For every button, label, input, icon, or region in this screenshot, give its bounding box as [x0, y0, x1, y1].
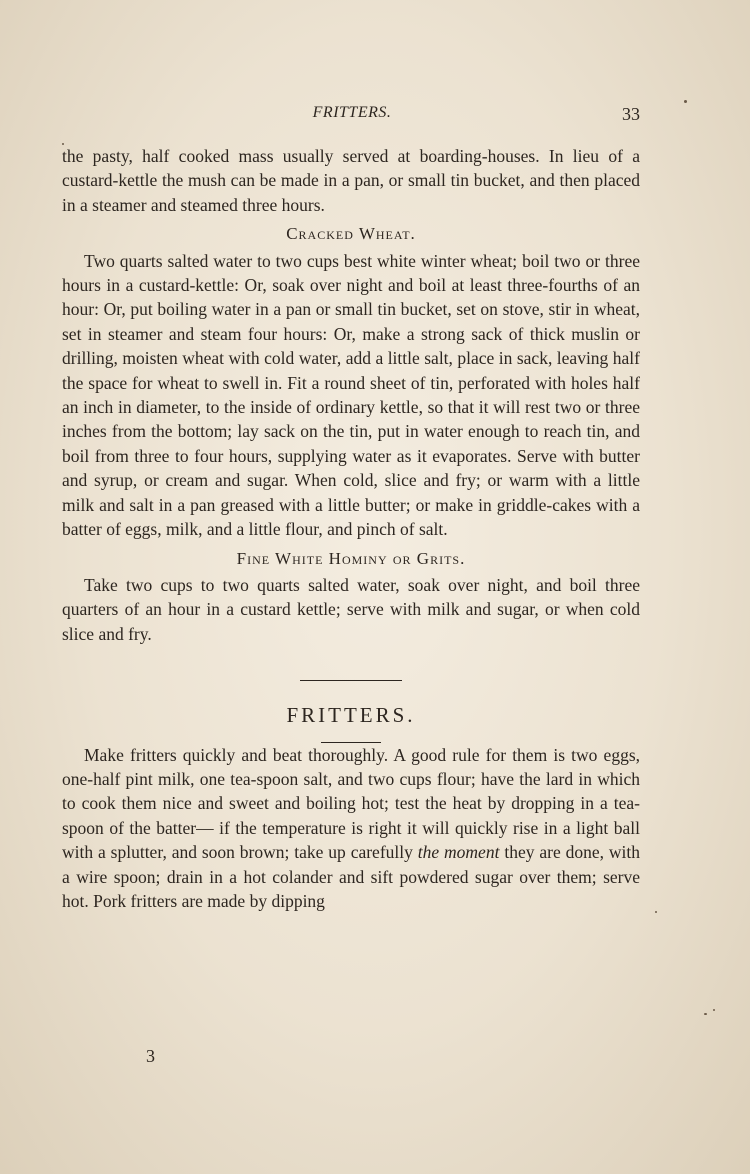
running-head: FRITTERS.	[312, 104, 392, 121]
body-text	[62, 144, 640, 913]
signature-mark: 3	[146, 1046, 155, 1066]
page-header	[62, 104, 642, 128]
paper-speck	[713, 1009, 715, 1011]
paper-speck	[655, 911, 657, 913]
paper-speck	[62, 143, 64, 145]
hominy-heading: Fine White Hominy or Grits.	[236, 548, 466, 568]
fritters-section-title: FRITTERS.	[286, 703, 416, 728]
paragraph-fritters	[62, 743, 640, 914]
paragraph-continuation: the pasty, half cooked mass usually served at boarding-houses. In lieu of a custard-kettle the mush can be made in a pan, or small tin bucket, and then placed in a steamer and steamed three hours.	[62, 146, 640, 215]
paper-speck	[704, 1013, 707, 1015]
page-number: 33	[622, 104, 640, 124]
paragraph-hominy: Take two cups to two quarts salted water, soak over night, and boil three quarters of an hour in a custard kettle; serve with milk and sugar, or when cold slice and fry.	[62, 574, 640, 644]
fritters-text-emphasis: the moment	[417, 842, 500, 863]
fritters-text-start: Make fritters quickly and beat thoroughly. A good rule for them is two eggs, one-half pint milk, one tea-spoon salt, and two cups flour; have the lard in which to cook them nice and sweet and boiling hot; test the heat by dropping in a tea-spoon of the batter— if the temperature is right it will quickly rise in a light ball with a splutter, and soon brown; take up carefully	[62, 744, 640, 863]
section-divider-top	[300, 680, 402, 681]
paragraph-cracked-wheat: Two quarts salted water to two cups best white winter wheat; boil two or three hours in a custard-kettle: Or, soak over night and boil at least three-fourths of an hour: Or, put boiling water in a pan or small tin bucket, set on stove, stir in wheat, set in steamer and steam four hours: Or, make a strong sack of thick muslin or drilling, moisten wheat with cold water, add a little salt, place in sack, leaving half the space for wheat to swell in. Fit a round sheet of tin, perforated with holes half an inch in diameter, to the inside of ordinary kettle, so that it will rest two or three inches from the bottom; lay sack on the tin, put in water enough to reach tin, and boil from three to four hours, supplying water as it evaporates. Serve with butter and syrup, or cream and sugar. When cold, slice and fry; or warm with a little milk and salt in a pan greased with a little butter; or make in griddle-cakes with a batter of eggs, milk, and a little flour, and pinch of salt.	[62, 250, 640, 540]
paper-speck	[684, 100, 687, 103]
cracked-wheat-heading: Cracked Wheat.	[286, 224, 416, 244]
fritters-text-end: they are done, with a wire spoon; drain in a hot colander and sift powdered sugar over them; serve hot. Pork fritters are made by dipping	[62, 842, 640, 911]
